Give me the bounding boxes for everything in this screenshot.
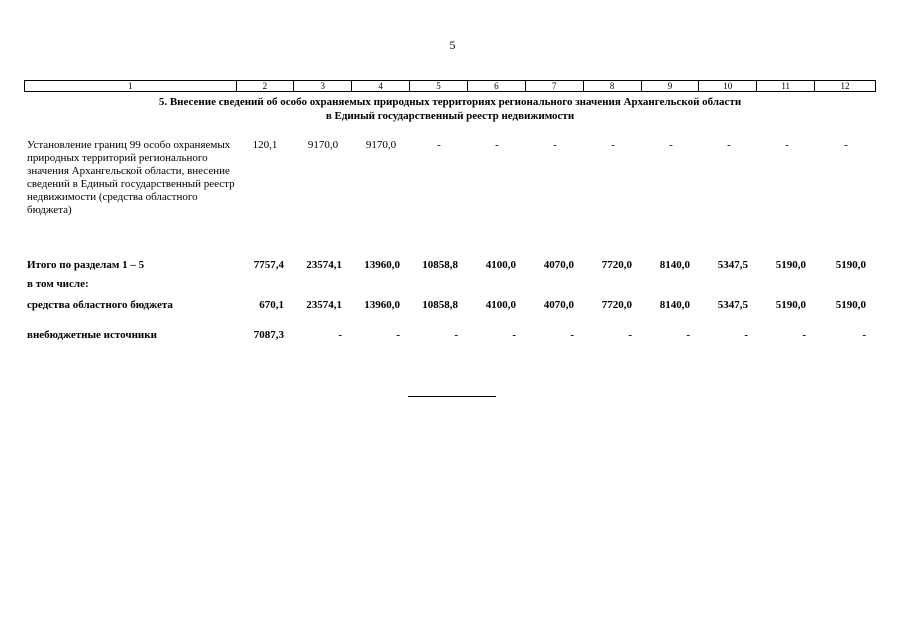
- cell-col-7: 4070,0: [543, 299, 574, 311]
- cell-col-6: -: [495, 139, 499, 151]
- cell-col-6: 4100,0: [485, 299, 516, 311]
- cell-col-9: 8140,0: [659, 299, 690, 311]
- column-number-10: 10: [699, 81, 757, 91]
- cell-col-5: -: [454, 329, 458, 341]
- cell-col-8: 7720,0: [601, 299, 632, 311]
- cell-col-5: 10858,8: [422, 299, 458, 311]
- cell-col-7: -: [570, 329, 574, 341]
- cell-col-9: -: [669, 139, 673, 151]
- cell-col-7: 4070,0: [543, 259, 574, 271]
- table-row-total: [24, 259, 876, 272]
- column-number-7: 7: [526, 81, 584, 91]
- cell-col-4: 13960,0: [364, 259, 400, 271]
- cell-col-4: 13960,0: [364, 299, 400, 311]
- footer-divider: [408, 396, 496, 397]
- column-number-6: 6: [468, 81, 526, 91]
- cell-col-9: -: [686, 329, 690, 341]
- cell-col-2: 7087,3: [253, 329, 284, 341]
- cell-col-11: -: [802, 329, 806, 341]
- row-label: в том числе:: [27, 278, 89, 290]
- column-number-2: 2: [237, 81, 295, 91]
- cell-col-3: 23574,1: [306, 299, 342, 311]
- column-number-1: 1: [25, 81, 237, 91]
- column-number-9: 9: [642, 81, 700, 91]
- column-number-3: 3: [294, 81, 352, 91]
- cell-col-8: -: [628, 329, 632, 341]
- column-number-5: 5: [410, 81, 468, 91]
- cell-col-10: 5347,5: [717, 299, 748, 311]
- cell-col-8: 7720,0: [601, 259, 632, 271]
- cell-col-3: -: [338, 329, 342, 341]
- cell-col-7: -: [553, 139, 557, 151]
- cell-col-12: -: [862, 329, 866, 341]
- cell-col-5: -: [437, 139, 441, 151]
- section-title-line-2: в Единый государственный реестр недвижимости: [325, 110, 575, 122]
- cell-col-2: 7757,4: [253, 259, 284, 271]
- column-number-11: 11: [757, 81, 815, 91]
- cell-col-6: -: [512, 329, 516, 341]
- section-title-line-1: 5. Внесение сведений об особо охраняемых природных территориях регионального значения Архангельской области: [158, 96, 742, 108]
- cell-col-3: 9170,0: [307, 139, 339, 151]
- cell-col-3: 23574,1: [306, 259, 342, 271]
- cell-col-12: 5190,0: [835, 299, 866, 311]
- column-number-12: 12: [840, 81, 850, 91]
- table-row-extrabudgetary: [24, 329, 876, 342]
- cell-col-12: 5190,0: [835, 259, 866, 271]
- cell-col-10: 5347,5: [717, 259, 748, 271]
- cell-col-4: 9170,0: [365, 139, 397, 151]
- cell-col-9: 8140,0: [659, 259, 690, 271]
- cell-col-2: 670,1: [259, 299, 284, 311]
- table-row-boundaries: [24, 139, 876, 217]
- cell-col-11: 5190,0: [775, 259, 806, 271]
- cell-col-2: 120,1: [252, 139, 278, 151]
- cell-col-10: -: [744, 329, 748, 341]
- cell-col-10: -: [727, 139, 731, 151]
- row-label: средства областного бюджета: [27, 299, 173, 311]
- cell-col-12: -: [844, 139, 848, 151]
- page-number: 5: [449, 38, 456, 52]
- column-number-header: [24, 80, 876, 92]
- cell-col-11: -: [785, 139, 789, 151]
- cell-col-11: 5190,0: [775, 299, 806, 311]
- row-label: внебюджетные источники: [27, 329, 157, 341]
- cell-col-4: -: [396, 329, 400, 341]
- cell-col-8: -: [611, 139, 615, 151]
- column-number-4: 4: [352, 81, 410, 91]
- section-title: [24, 95, 876, 123]
- row-label: Итого по разделам 1 – 5: [27, 259, 145, 271]
- table-row-regional-budget: [24, 299, 876, 312]
- column-number-8: 8: [584, 81, 642, 91]
- row-label: Установление границ 99 особо охраняемых природных территорий регионального значения Архангельской области, внесение сведений в Единый государственный реестр недвижимости (средства областного бюджета): [27, 139, 235, 216]
- cell-col-5: 10858,8: [422, 259, 458, 271]
- cell-col-6: 4100,0: [485, 259, 516, 271]
- table-row-including: [24, 278, 876, 291]
